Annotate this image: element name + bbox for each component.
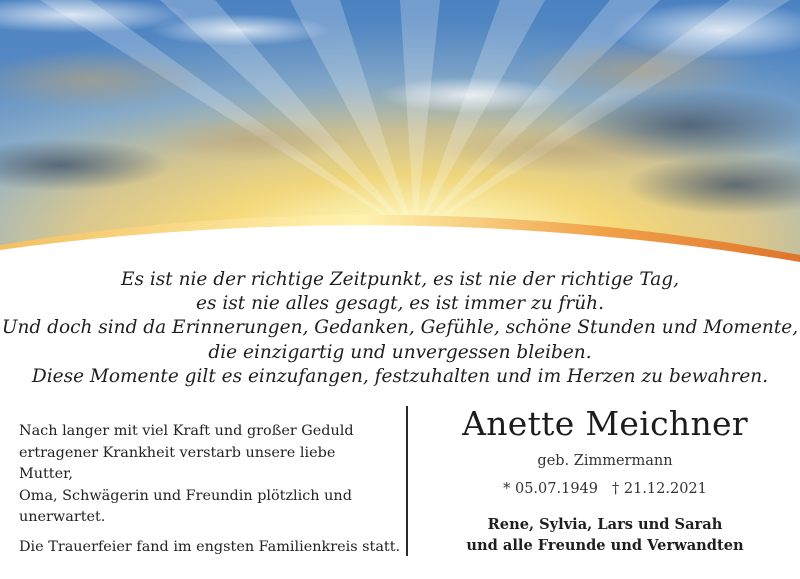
- poem-line: die einzigartig und unvergessen bleiben.: [208, 341, 592, 363]
- funeral-note: Die Trauerfeier fand im engsten Familienkreis statt.: [19, 539, 401, 555]
- poem-line: Diese Momente gilt es einzufangen, festzuhalten und im Herzen zu bewahren.: [31, 365, 769, 387]
- mourners-line: Rene, Sylvia, Lars und Sarah: [487, 516, 723, 533]
- poem-line: Und doch sind da Erinnerungen, Gedanken, Gefühle, schöne Stunden und Momente,: [1, 317, 799, 339]
- mourners-line: und alle Freunde und Verwandten: [466, 537, 744, 554]
- announcement-text: [19, 421, 401, 555]
- deceased-name: Anette Meichner: [462, 404, 748, 443]
- memorial-poem: [0, 268, 800, 389]
- sunrise-sky-image: [0, 0, 800, 262]
- poem-line: es ist nie alles gesagt, es ist immer zu früh.: [196, 293, 604, 315]
- announcement-line: unerwartet.: [19, 509, 106, 525]
- sky-illustration: [0, 0, 800, 262]
- poem-line: Es ist nie der richtige Zeitpunkt, es ist nie der richtige Tag,: [120, 269, 679, 290]
- vertical-divider: [406, 406, 408, 556]
- birth-date: * 05.07.1949: [503, 481, 598, 497]
- death-date: † 21.12.2021: [612, 481, 707, 497]
- announcement-line: Nach langer mit viel Kraft und großer Geduld: [19, 423, 354, 439]
- birth-name: geb. Zimmermann: [537, 453, 673, 469]
- mourners-signature: [425, 514, 785, 556]
- life-dates: [425, 481, 785, 497]
- announcement-line: ertragener Krankheit verstarb unsere liebe Mutter,: [19, 444, 336, 482]
- announcement-line: Oma, Schwägerin und Freundin plötzlich und: [19, 487, 352, 504]
